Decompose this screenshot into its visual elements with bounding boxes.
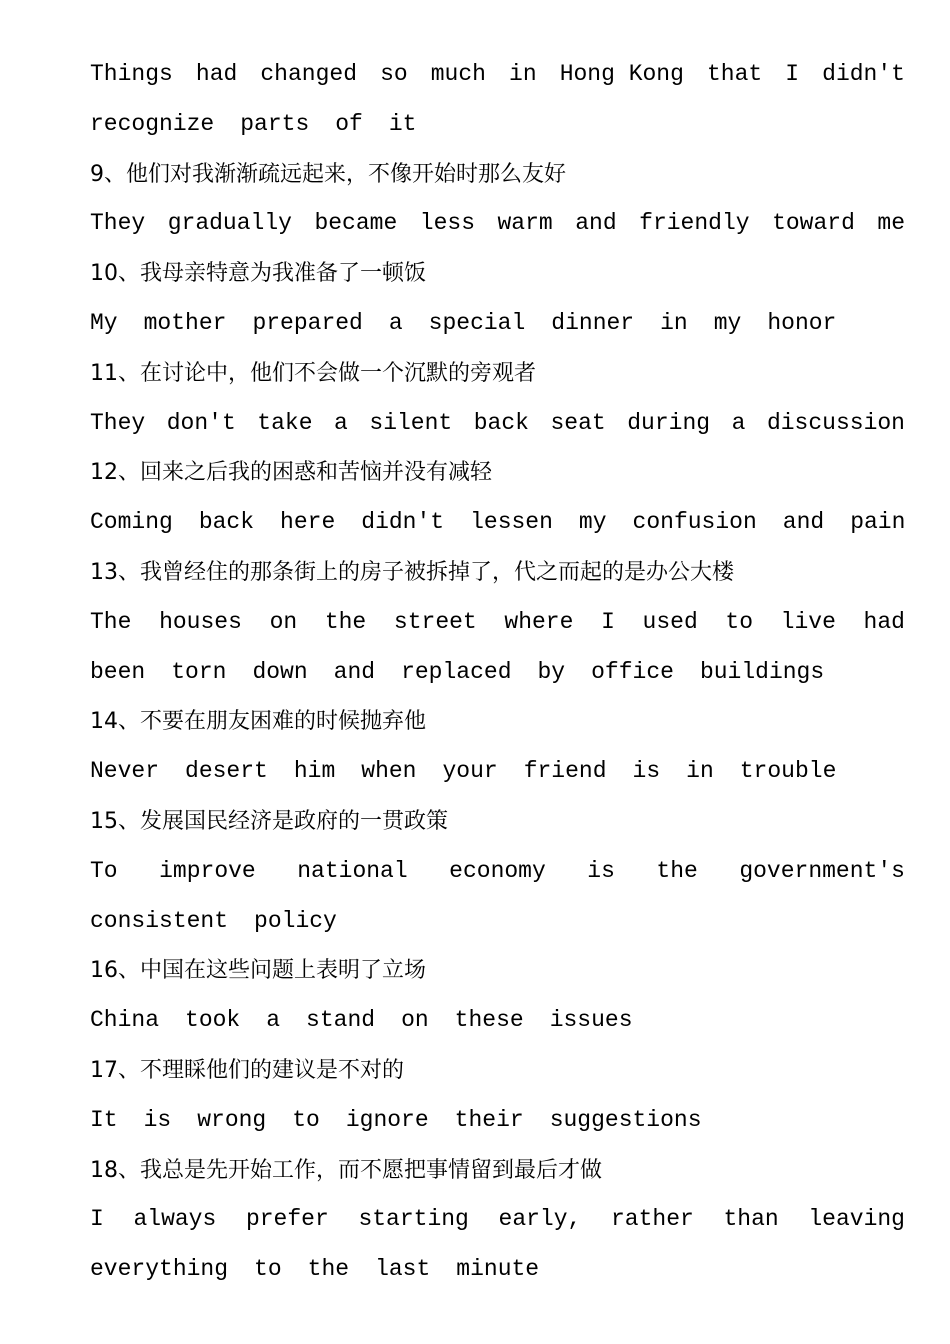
english-sentence-line <box>90 199 905 249</box>
word: don't <box>166 409 236 436</box>
english-sentence-line <box>90 1245 905 1295</box>
english-sentence-line <box>90 747 905 797</box>
word: to <box>292 1106 320 1133</box>
word: their <box>454 1106 524 1133</box>
word: office <box>591 658 674 685</box>
word: early, <box>498 1206 582 1233</box>
word: when <box>361 758 417 785</box>
word: friendly <box>639 210 750 237</box>
word: Coming <box>90 509 173 536</box>
word: used <box>642 608 698 635</box>
word: didn't <box>822 61 905 87</box>
word: friend <box>523 758 607 785</box>
word: the <box>307 1256 350 1283</box>
word: My <box>90 309 118 336</box>
word: is <box>143 1106 172 1133</box>
word: had <box>195 61 238 87</box>
chinese-sentence-line: 12、回来之后我的困惑和苦恼并没有减轻 <box>90 460 492 486</box>
word: I <box>601 608 615 635</box>
word: special <box>428 309 526 336</box>
chinese-sentence-line: 18、我总是先开始工作，而不愿把事情留到最后才做 <box>90 1157 602 1183</box>
word: To <box>90 857 118 884</box>
word: my <box>578 509 607 536</box>
word: to <box>254 1256 282 1283</box>
word: leaving <box>808 1206 905 1233</box>
word: torn <box>171 658 227 685</box>
word: houses <box>159 608 242 635</box>
word: me <box>877 210 905 237</box>
word: much <box>430 61 486 87</box>
english-sentence-line <box>90 498 905 548</box>
word: down <box>252 658 308 685</box>
word: than <box>723 1206 779 1233</box>
document-page <box>90 50 905 1295</box>
word: Things <box>90 61 173 87</box>
word: by <box>537 658 566 685</box>
word: economy <box>449 857 546 884</box>
chinese-sentence-line: 16、中国在这些问题上表明了立场 <box>90 958 426 984</box>
english-sentence-line <box>90 598 905 648</box>
word: gradually <box>167 210 292 237</box>
word: had <box>863 608 905 635</box>
word: a <box>388 309 403 336</box>
chinese-sentence-line: 15、发展国民经济是政府的一贯政策 <box>90 808 448 834</box>
word: it <box>388 110 417 137</box>
word: prepared <box>252 309 363 336</box>
word: national <box>297 857 408 884</box>
word: on <box>401 1007 429 1034</box>
word: dinner <box>551 309 635 336</box>
word: China <box>90 1007 160 1034</box>
word: government's <box>739 857 905 884</box>
word: and <box>782 509 825 536</box>
word: a <box>731 409 746 436</box>
word: recognize <box>90 110 215 137</box>
chinese-sentence-line: 9、他们对我渐渐疏远起来，不像开始时那么友好 <box>90 161 566 187</box>
word: and <box>333 658 376 685</box>
word: back <box>198 509 255 536</box>
word: issues <box>549 1007 633 1034</box>
word: changed <box>260 61 357 87</box>
word: a <box>266 1007 281 1034</box>
chinese-sentence-line: 10、我母亲特意为我准备了一顿饭 <box>90 261 426 287</box>
word: Hong Kong <box>559 61 684 87</box>
word: that <box>706 61 763 87</box>
word: pain <box>850 509 905 536</box>
word: so <box>380 61 408 87</box>
word: the <box>656 857 698 884</box>
word: didn't <box>361 509 445 536</box>
word: take <box>257 409 313 436</box>
word: street <box>393 608 477 635</box>
word: of <box>335 110 363 137</box>
word: in <box>509 61 537 87</box>
english-sentence-line <box>90 299 905 349</box>
word: warm <box>497 210 553 237</box>
word: discussion <box>766 409 905 436</box>
word: suggestions <box>549 1106 702 1133</box>
word: took <box>185 1007 241 1034</box>
word: It <box>90 1106 118 1133</box>
word: back <box>473 409 529 436</box>
word: your <box>442 758 498 785</box>
word: starting <box>358 1206 469 1233</box>
word: in <box>686 758 714 785</box>
word: mother <box>143 309 227 336</box>
word: where <box>504 608 574 635</box>
word: consistent <box>90 907 229 934</box>
word: They <box>90 210 146 237</box>
word: The <box>90 608 132 635</box>
word: minute <box>456 1256 540 1283</box>
word: I <box>90 1206 104 1233</box>
word: silent <box>369 409 453 436</box>
word: him <box>293 758 336 785</box>
word: replaced <box>401 658 512 685</box>
word: less <box>419 210 475 237</box>
word: stand <box>306 1007 376 1034</box>
english-sentence-line <box>90 996 905 1046</box>
word: and <box>575 210 617 237</box>
english-sentence-line <box>90 1195 905 1245</box>
word: rather <box>611 1206 694 1233</box>
english-sentence-line <box>90 847 905 897</box>
word: always <box>133 1206 217 1233</box>
word: policy <box>254 907 337 934</box>
word: parts <box>240 110 310 137</box>
word: last <box>375 1256 431 1283</box>
word: honor <box>767 309 837 336</box>
word: Never <box>90 758 160 785</box>
word: everything <box>90 1256 229 1283</box>
word: prefer <box>245 1206 329 1233</box>
chinese-sentence-line: 14、不要在朋友困难的时候抛弃他 <box>90 709 426 735</box>
word: is <box>632 758 661 785</box>
word: improve <box>159 857 256 884</box>
word: wrong <box>197 1106 267 1133</box>
word: live <box>780 608 836 635</box>
word: during <box>627 409 711 436</box>
word: desert <box>185 758 268 785</box>
word: I <box>785 61 800 87</box>
word: became <box>314 210 398 237</box>
word: these <box>454 1007 524 1034</box>
chinese-sentence-line: 17、不理睬他们的建议是不对的 <box>90 1057 404 1083</box>
word: lessen <box>470 509 553 536</box>
word: my <box>713 309 742 336</box>
english-sentence-line <box>90 1096 905 1146</box>
word: the <box>324 608 367 635</box>
word: trouble <box>739 758 837 785</box>
word: on <box>269 608 298 635</box>
word: They <box>90 409 146 436</box>
word: ignore <box>345 1106 429 1133</box>
chinese-sentence-line: 13、我曾经住的那条街上的房子被拆掉了，代之而起的是办公大楼 <box>90 559 734 585</box>
word: toward <box>772 210 855 237</box>
english-sentence-line <box>90 399 905 449</box>
word: buildings <box>699 658 825 685</box>
chinese-sentence-line: 11、在讨论中，他们不会做一个沉默的旁观者 <box>90 360 536 386</box>
word: confusion <box>632 509 757 536</box>
english-sentence-line <box>90 100 905 150</box>
word: a <box>334 409 348 436</box>
word: is <box>587 857 615 884</box>
word: here <box>280 509 336 536</box>
english-sentence-line <box>90 897 905 947</box>
word: seat <box>550 409 606 436</box>
english-sentence-line <box>90 648 905 698</box>
word: been <box>90 658 146 685</box>
word: in <box>660 309 688 336</box>
english-sentence-line <box>90 50 905 100</box>
word: to <box>725 608 754 635</box>
